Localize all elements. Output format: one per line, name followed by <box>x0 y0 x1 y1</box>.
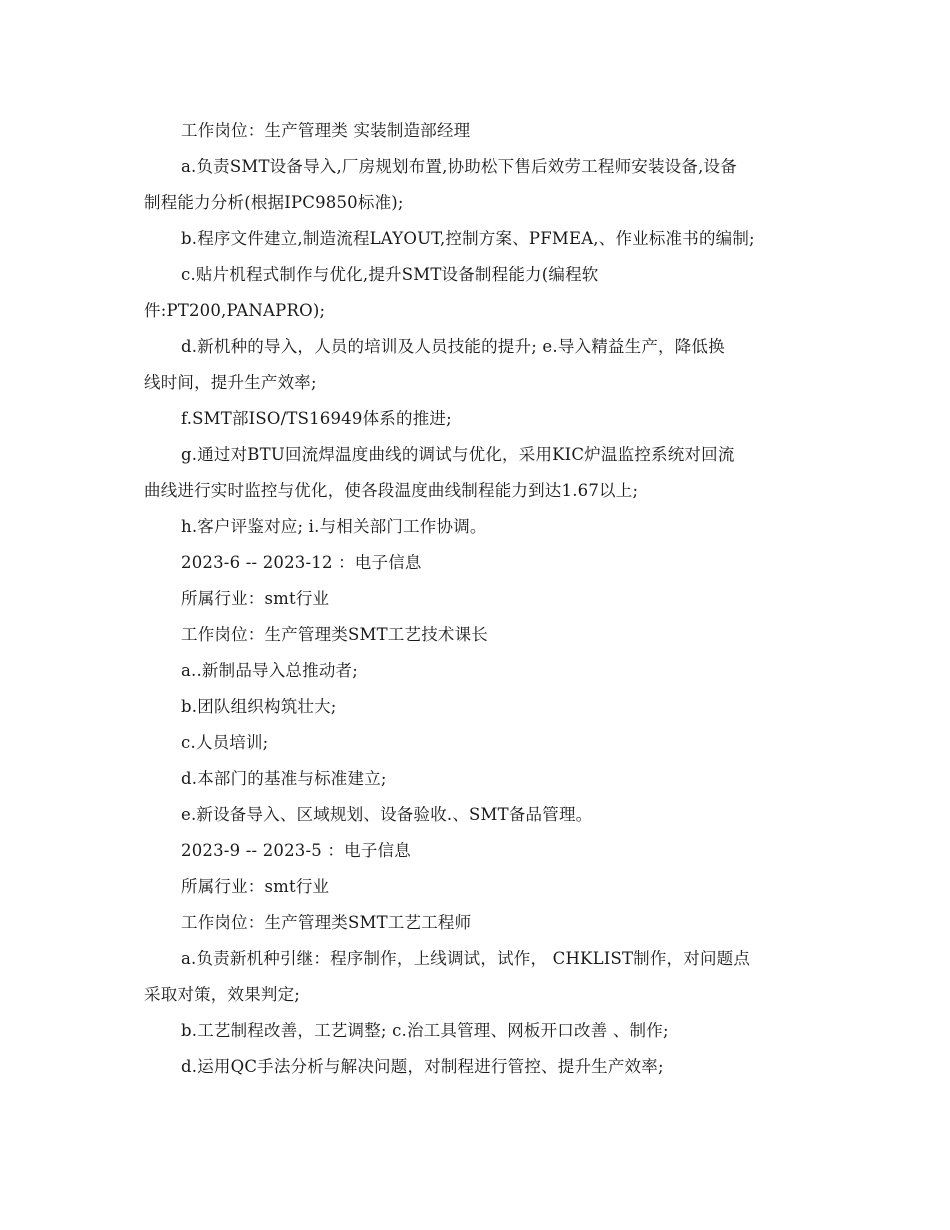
duty-item-a: a.负责SMT设备导入,厂房规划布置,协助松下售后效劳工程师安装设备,设备 <box>181 157 737 176</box>
industry-line: 所属行业：smt行业 <box>181 589 330 608</box>
duty-item-d: d.运用QC手法分析与解决问题，对制程进行管控、提升生产效率; <box>181 1057 664 1076</box>
duty-item-e: e.新设备导入、区域规划、设备验收.、SMT备品管理。 <box>181 805 593 824</box>
job-position-line: 工作岗位：生产管理类SMT工艺工程师 <box>181 913 472 932</box>
duty-item-c: c.人员培训; <box>181 733 269 752</box>
industry-line: 所属行业：smt行业 <box>181 877 330 896</box>
duty-item-a-continued: 制程能力分析(根据IPC9850标准); <box>144 193 404 212</box>
document-body <box>144 113 808 1085</box>
employment-period: 2023-9 -- 2023-5 ：电子信息 <box>181 841 411 860</box>
duty-item-g-continued: 曲线进行实时监控与优化，使各段温度曲线制程能力到达1.67以上; <box>144 481 639 500</box>
job-position-line: 工作岗位：生产管理类SMT工艺技术课长 <box>181 625 489 644</box>
duty-item-a: a.负责新机种引继：程序制作，上线调试，试作， CHKLIST制作，对问题点 <box>181 949 751 968</box>
duty-item-b: b.程序文件建立,制造流程LAYOUT,控制方案、PFMEA,、作业标准书的编制; <box>181 229 755 248</box>
duty-item-a: a..新制品导入总推动者; <box>181 661 358 680</box>
duty-item-a-continued: 采取对策，效果判定; <box>144 985 301 1004</box>
duty-item-f: f.SMT部ISO/TS16949体系的推进; <box>181 409 452 428</box>
duty-item-b: b.团队组织构筑壮大; <box>181 697 337 716</box>
duty-item-d-e-continued: 线时间，提升生产效率; <box>144 373 317 392</box>
duty-item-h-i: h.客户评鉴对应; i.与相关部门工作协调。 <box>181 517 487 536</box>
duty-item-d: d.本部门的基准与标准建立; <box>181 769 387 788</box>
duty-item-d-e: d.新机种的导入，人员的培训及人员技能的提升; e.导入精益生产，降低换 <box>181 337 725 356</box>
job-position-line: 工作岗位：生产管理类 实装制造部经理 <box>181 121 471 140</box>
duty-item-c-continued: 件:PT200,PANAPRO); <box>144 301 326 320</box>
employment-period: 2023-6 -- 2023-12 ：电子信息 <box>181 553 422 572</box>
duty-item-g: g.通过对BTU回流焊温度曲线的调试与优化，采用KIC炉温监控系统对回流 <box>181 445 735 464</box>
duty-item-c: c.贴片机程式制作与优化,提升SMT设备制程能力(编程软 <box>181 265 599 284</box>
duty-item-b-c: b.工艺制程改善，工艺调整; c.治工具管理、网板开口改善 、制作; <box>181 1021 669 1040</box>
